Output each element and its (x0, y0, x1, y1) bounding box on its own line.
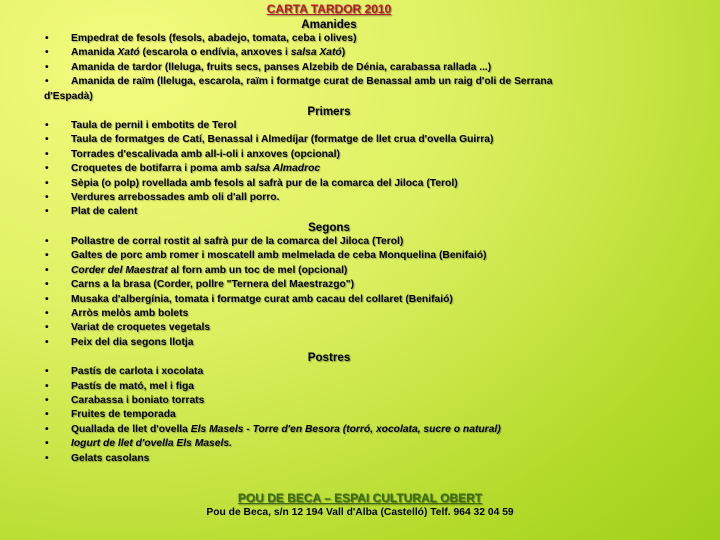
bullet-icon: • (45, 177, 49, 189)
dish-description: Sèpia (o polp) rovellada amb fesols al safrà pur de la comarca del Jiloca (Terol) (71, 177, 458, 189)
bullet-icon: • (45, 307, 49, 319)
menu-item (44, 162, 614, 176)
bullet-icon: • (45, 134, 49, 146)
dish-description: Fruites de temporada (71, 409, 176, 421)
bullet-icon: • (45, 366, 49, 378)
dish-description: Peix del dia segons llotja (71, 336, 194, 348)
menu-item (44, 205, 614, 219)
menu-item (44, 394, 614, 408)
dish-description: Pollastre de corral rostit al safrà pur de la comarca del Jiloca (Terol) (71, 235, 404, 247)
section-heading-amanides: Amanides (301, 18, 357, 31)
dish-emphasis: Els Masels - Torre d'en Besora (torró, xocolata, sucre o natural) (190, 423, 501, 435)
bullet-icon: • (45, 148, 49, 160)
dish-description: Pastís de mató, mel i figa (71, 380, 195, 392)
menu-item (44, 133, 614, 147)
menu-item (44, 75, 614, 104)
menu-item (44, 423, 614, 437)
menu-item (44, 278, 614, 292)
dish-description (71, 438, 232, 449)
bullet-icon: • (45, 380, 49, 392)
dish-description: Torrades d'escalivada amb all-i-oli i anxoves (opcional) (71, 148, 340, 160)
list-segons (44, 235, 614, 350)
dish-description: Empedrat de fesols (fesols, abadejo, tomata, ceba i olives) (71, 33, 357, 44)
bullet-icon: • (45, 235, 49, 247)
menu-document (44, 2, 614, 466)
menu-item (44, 307, 614, 321)
menu-item (44, 249, 614, 263)
section-heading-segons: Segons (308, 220, 350, 234)
dish-description: Amanida de tardor (lleluga, fruits secs, panses Alzebib de Dénia, carabassa rallada ...) (71, 61, 492, 73)
menu-item (44, 321, 614, 335)
dish-emphasis: Corder del Maestrat (71, 264, 168, 276)
list-amanides (44, 32, 614, 104)
dish-description: Amanida de raïm (lleluga, escarola, raïm i formatge curat de Benassal amb un raig d'oli de Serrana d'Espadà) (71, 76, 614, 104)
dish-description: Croquetes de botifarra i poma amb salsa Almadroc (71, 163, 321, 175)
bullet-icon: • (45, 279, 49, 291)
bullet-icon: • (45, 264, 49, 276)
dish-description: Arròs melòs amb bolets (71, 307, 189, 319)
dish-description: Verdures arrebossades amb oli d'all porro. (71, 192, 280, 204)
bullet-icon: • (45, 293, 49, 305)
menu-title: CARTA TARDOR 2010 (266, 2, 392, 16)
dish-description: Carns a la brasa (Corder, pollre "Ternera del Maestrazgo") (71, 279, 355, 291)
menu-item (44, 119, 614, 133)
menu-item (44, 408, 614, 422)
bullet-icon: • (45, 206, 49, 218)
bullet-icon: • (45, 409, 49, 421)
bullet-icon: • (45, 452, 49, 464)
list-primers (44, 119, 614, 220)
bullet-icon: • (45, 438, 49, 450)
bullet-icon: • (45, 322, 49, 334)
dish-description: Galtes de porc amb romer i moscatell amb melmelada de ceba Monquelina (Benifaió) (71, 250, 487, 262)
bullet-icon: • (45, 33, 49, 44)
bullet-icon: • (45, 163, 49, 175)
bullet-icon: • (45, 394, 49, 406)
bullet-icon: • (45, 192, 49, 204)
menu-item (44, 177, 614, 191)
bullet-icon: • (45, 61, 49, 73)
bullet-icon: • (45, 423, 49, 435)
menu-item (44, 264, 614, 278)
section-heading-primers: Primers (307, 105, 351, 119)
bullet-icon: • (45, 47, 49, 59)
bullet-icon: • (45, 250, 49, 262)
bullet-icon: • (45, 76, 49, 88)
venue-address: Pou de Beca, s/n 12 194 Vall d'Alba (Castelló) Telf. 964 32 04 59 (206, 507, 514, 518)
menu-item (44, 191, 614, 205)
menu-item (44, 32, 614, 46)
dish-emphasis: Iogurt de llet d'ovella Els Masels. (71, 438, 232, 450)
dish-description: Corder del Maestrat al forn amb un toc de mel (opcional) (71, 264, 348, 276)
menu-item (44, 293, 614, 307)
menu-item (44, 46, 614, 60)
bullet-icon: • (45, 120, 49, 132)
menu-item (44, 365, 614, 379)
dish-description: Amanida Xató (escarola o endívia, anxoves i salsa Xató) (71, 47, 346, 59)
dish-description: Taula de pernil i embotits de Terol (71, 120, 237, 132)
dish-description: Musaka d'albergínia, tomata i formatge curat amb cacau del collaret (Benifaió) (71, 293, 453, 305)
bullet-icon: • (45, 336, 49, 348)
dish-description: Plat de calent (71, 206, 138, 218)
section-heading-postres: Postres (307, 351, 351, 365)
menu-item (44, 380, 614, 394)
menu-item (44, 235, 614, 249)
menu-item (44, 61, 614, 75)
menu-item (44, 148, 614, 162)
list-postres (44, 365, 614, 466)
menu-item (44, 452, 614, 466)
menu-item (44, 336, 614, 350)
venue-name: POU DE BECA – ESPAI CULTURAL OBERT (237, 491, 483, 505)
dish-emphasis: salsa Almadroc (244, 163, 321, 175)
dish-description: Gelats casolans (71, 452, 150, 464)
dish-description: Taula de formatges de Catí, Benassal i Almedíjar (formatge de llet crua d'ovella Guirra) (71, 134, 494, 146)
dish-emphasis: salsa Xató (290, 47, 342, 59)
dish-description: Quallada de llet d'ovella Els Masels - Torre d'en Besora (torró, xocolata, sucre o natural) (71, 423, 501, 435)
menu-item (44, 437, 614, 451)
dish-description: Variat de croquetes vegetals (71, 322, 211, 334)
dish-continuation: d'Espadà) (44, 90, 93, 102)
dish-description: Pastís de carlota i xocolata (71, 366, 204, 378)
dish-description: Carabassa i boniato torrats (71, 394, 205, 406)
dish-emphasis: Xató (117, 47, 140, 59)
